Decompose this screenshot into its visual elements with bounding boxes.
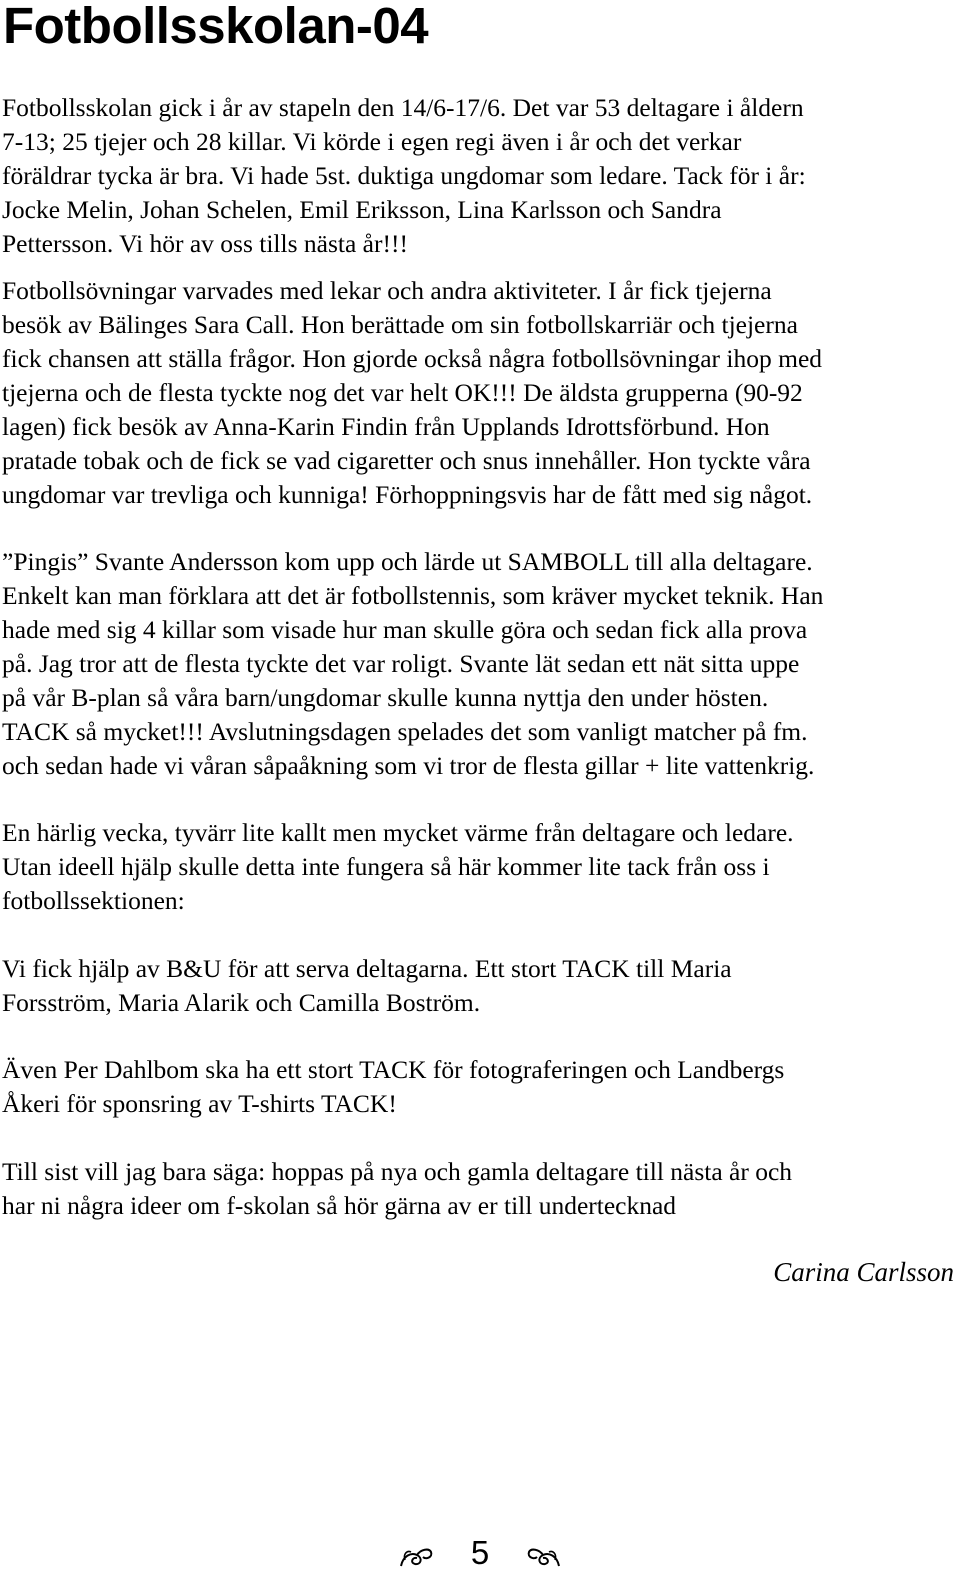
paragraph-thanks-bu <box>2 952 958 1020</box>
text-line: Vi fick hjälp av B&U för att serva deltagarna. Ett stort TACK till Maria <box>2 954 732 983</box>
paragraph-thanks-sponsors <box>2 1053 958 1121</box>
text-line: Enkelt kan man förklara att det är fotbollstennis, som kräver mycket teknik. Han <box>2 581 824 610</box>
paragraph-activities <box>2 274 958 512</box>
text-line: hade med sig 4 killar som visade hur man skulle göra och sedan fick alla prova <box>2 615 808 644</box>
text-line: En härlig vecka, tyvärr lite kallt men mycket värme från deltagare och ledare. <box>2 818 794 847</box>
text-line: Fotbollsskolan gick i år av stapeln den 14/6-17/6. Det var 53 deltagare i åldern <box>2 93 804 122</box>
floral-ornament-icon <box>527 1546 561 1568</box>
text-line: fotbollssektionen: <box>2 886 185 915</box>
text-line: Jocke Melin, Johan Schelen, Emil Eriksson, Lina Karlsson och Sandra <box>2 195 722 224</box>
text-line: Även Per Dahlbom ska ha ett stort TACK för fotograferingen och Landbergs <box>2 1055 785 1084</box>
paragraph-intro <box>2 91 958 261</box>
page-footer <box>0 1536 960 1570</box>
page-number: 5 <box>470 1534 490 1571</box>
signature: Carina Carlsson <box>773 1257 954 1287</box>
page-title: Fotbollsskolan-04 <box>3 0 429 54</box>
text-line: Forsström, Maria Alarik och Camilla Boström. <box>2 988 481 1017</box>
text-line: Utan ideell hjälp skulle detta inte fungera så här kommer lite tack från oss i <box>2 852 770 881</box>
text-line: besök av Bälinges Sara Call. Hon berättade om sin fotbollskarriär och tjejerna <box>2 310 798 339</box>
floral-ornament-icon <box>399 1546 433 1568</box>
text-line: Fotbollsövningar varvades med lekar och andra aktiviteter. I år fick tjejerna <box>2 276 772 305</box>
text-line: fick chansen att ställa frågor. Hon gjorde också några fotbollsövningar ihop med <box>2 344 823 373</box>
text-line: på vår B-plan så våra barn/ungdomar skulle kunna nyttja den under hösten. <box>2 683 769 712</box>
text-line: ungdomar var trevliga och kunniga! Förhoppningsvis har de fått med sig något. <box>2 480 813 509</box>
paragraph-summary <box>2 816 958 918</box>
text-line: har ni några ideer om f-skolan så hör gärna av er till undertecknad <box>2 1191 677 1220</box>
text-line: ”Pingis” Svante Andersson kom upp och lärde ut SAMBOLL till alla deltagare. <box>2 547 813 576</box>
text-line: på. Jag tror att de flesta tyckte det var roligt. Svante lät sedan ett nät sitta uppe <box>2 649 800 678</box>
text-line: pratade tobak och de fick se vad cigaretter och snus innehåller. Hon tyckte våra <box>2 446 811 475</box>
text-line: 7-13; 25 tjejer och 28 killar. Vi körde i egen regi även i år och det verkar <box>2 127 742 156</box>
text-line: tjejerna och de flesta tyckte nog det var helt OK!!! De äldsta grupperna (90-92 <box>2 378 803 407</box>
text-line: lagen) fick besök av Anna-Karin Findin från Upplands Idrottsförbund. Hon <box>2 412 770 441</box>
text-line: Åkeri för sponsring av T-shirts TACK! <box>2 1089 397 1118</box>
paragraph-samboll <box>2 545 958 783</box>
text-line: TACK så mycket!!! Avslutningsdagen spelades det som vanligt matcher på fm. <box>2 717 808 746</box>
text-line: Pettersson. Vi hör av oss tills nästa år!!! <box>2 229 408 258</box>
paragraph-closing <box>2 1155 958 1223</box>
text-line: Till sist vill jag bara säga: hoppas på nya och gamla deltagare till nästa år och <box>2 1157 793 1186</box>
text-line: och sedan hade vi våran såpaåkning som vi tror de flesta gillar + lite vattenkrig. <box>2 751 815 780</box>
text-line: föräldrar tycka är bra. Vi hade 5st. duktiga ungdomar som ledare. Tack för i år: <box>2 161 806 190</box>
